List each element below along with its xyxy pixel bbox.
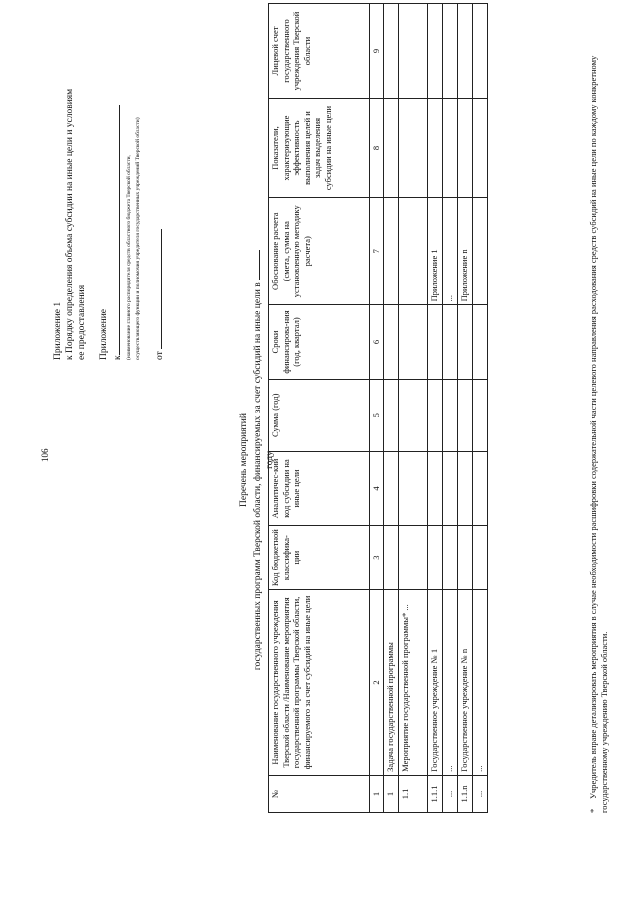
header-cell: Обоснование расчета (смета, сумма на установленную методику расчета) bbox=[269, 198, 370, 305]
blank-line bbox=[110, 105, 120, 355]
measures-table bbox=[268, 3, 488, 813]
appendix-caption-1: (наименование главного распорядителя средств областного бюджета Тверской области, bbox=[126, 155, 132, 360]
header-cell: Лицевой счет государственного учреждения Тверской области bbox=[269, 4, 370, 99]
table-row bbox=[428, 4, 443, 813]
title-line-1: Перечень мероприятий bbox=[239, 413, 249, 507]
row-attachment bbox=[399, 198, 428, 305]
row-number: 1.1.n bbox=[458, 775, 473, 812]
table-row bbox=[458, 4, 473, 813]
row-number: 1.1.1 bbox=[428, 775, 443, 812]
row-attachment bbox=[473, 198, 488, 305]
row-attachment: ... bbox=[443, 198, 458, 305]
appendix-line-5: к bbox=[113, 355, 123, 360]
row-name: ... bbox=[473, 590, 488, 776]
year-blank bbox=[250, 250, 260, 280]
header-cell: Аналитичес-кий код субсидии на иные цели bbox=[269, 451, 370, 525]
date-line bbox=[152, 229, 162, 349]
appendix-block bbox=[52, 30, 166, 360]
appendix-line-6: от bbox=[155, 351, 165, 360]
header-cell: Сумма (год) bbox=[269, 379, 370, 451]
index-cell: 2 bbox=[370, 590, 384, 776]
appendix-caption-2: осуществляющего функции и полномочия учредителя государственных учреждений Тверской области) bbox=[135, 117, 141, 360]
row-attachment bbox=[384, 198, 399, 305]
appendix-line-4: Приложение bbox=[99, 309, 109, 360]
row-name: Государственное учреждение № 1 bbox=[428, 590, 443, 776]
row-name: Государственное учреждение № n bbox=[458, 590, 473, 776]
table-row bbox=[443, 4, 458, 813]
index-cell: 7 bbox=[370, 198, 384, 305]
index-cell: 9 bbox=[370, 4, 384, 99]
table-row bbox=[473, 4, 488, 813]
index-cell: 4 bbox=[370, 451, 384, 525]
row-number: 1.1 bbox=[399, 775, 428, 812]
title-line-2: государственных программ Тверской области, финансируемых за счет субсидий на иные цели в bbox=[253, 282, 263, 671]
header-cell: Код бюджетной классифика-ции bbox=[269, 526, 370, 590]
footnote-text: Учредитель вправе детализировать мероприятия в случае необходимости расшифровки содержательной части целевого направления расходования средств субсидий на иные цели по каждому конкретному государственному учреждению Тверской области. bbox=[588, 55, 609, 813]
row-name: ... bbox=[443, 590, 458, 776]
header-row bbox=[269, 4, 370, 813]
appendix-line-2: к Порядку определения объема субсидии на иные цели и условиям bbox=[65, 88, 75, 360]
index-row bbox=[370, 4, 384, 813]
index-cell: 3 bbox=[370, 526, 384, 590]
row-number: ... bbox=[443, 775, 458, 812]
index-cell: 6 bbox=[370, 305, 384, 379]
header-cell: Показатели, характеризующие эффективность выполнения целей и задач выделения субсидии на иные цели bbox=[269, 99, 370, 198]
footnote-star: * bbox=[588, 808, 598, 813]
header-cell: Сроки финансирова-ния (год, квартал) bbox=[269, 305, 370, 379]
header-cell: № bbox=[269, 775, 370, 812]
table-row bbox=[384, 4, 399, 813]
table-row bbox=[399, 4, 428, 813]
footnote bbox=[588, 23, 610, 813]
header-cell: Наименование государственного учреждения Тверской области /Наименование мероприятия государственной программы Тверской области, финансируемого за счет субсидий на иные цели bbox=[269, 590, 370, 776]
index-cell: 5 bbox=[370, 379, 384, 451]
appendix-line-1: Приложение 1 bbox=[53, 301, 63, 360]
row-number: 1 bbox=[384, 775, 399, 812]
index-cell: 8 bbox=[370, 99, 384, 198]
page-number: 106 bbox=[40, 448, 50, 462]
appendix-line-3: ее предоставления bbox=[77, 284, 87, 360]
row-attachment: Приложение 1 bbox=[428, 198, 443, 305]
row-name: Задача государственной программы bbox=[384, 590, 399, 776]
row-attachment: Приложение n bbox=[458, 198, 473, 305]
row-number: ... bbox=[473, 775, 488, 812]
row-name: Мероприятие государственной программы* ... bbox=[399, 590, 428, 776]
title-line-2-end: году bbox=[265, 451, 275, 469]
index-cell: 1 bbox=[370, 775, 384, 812]
